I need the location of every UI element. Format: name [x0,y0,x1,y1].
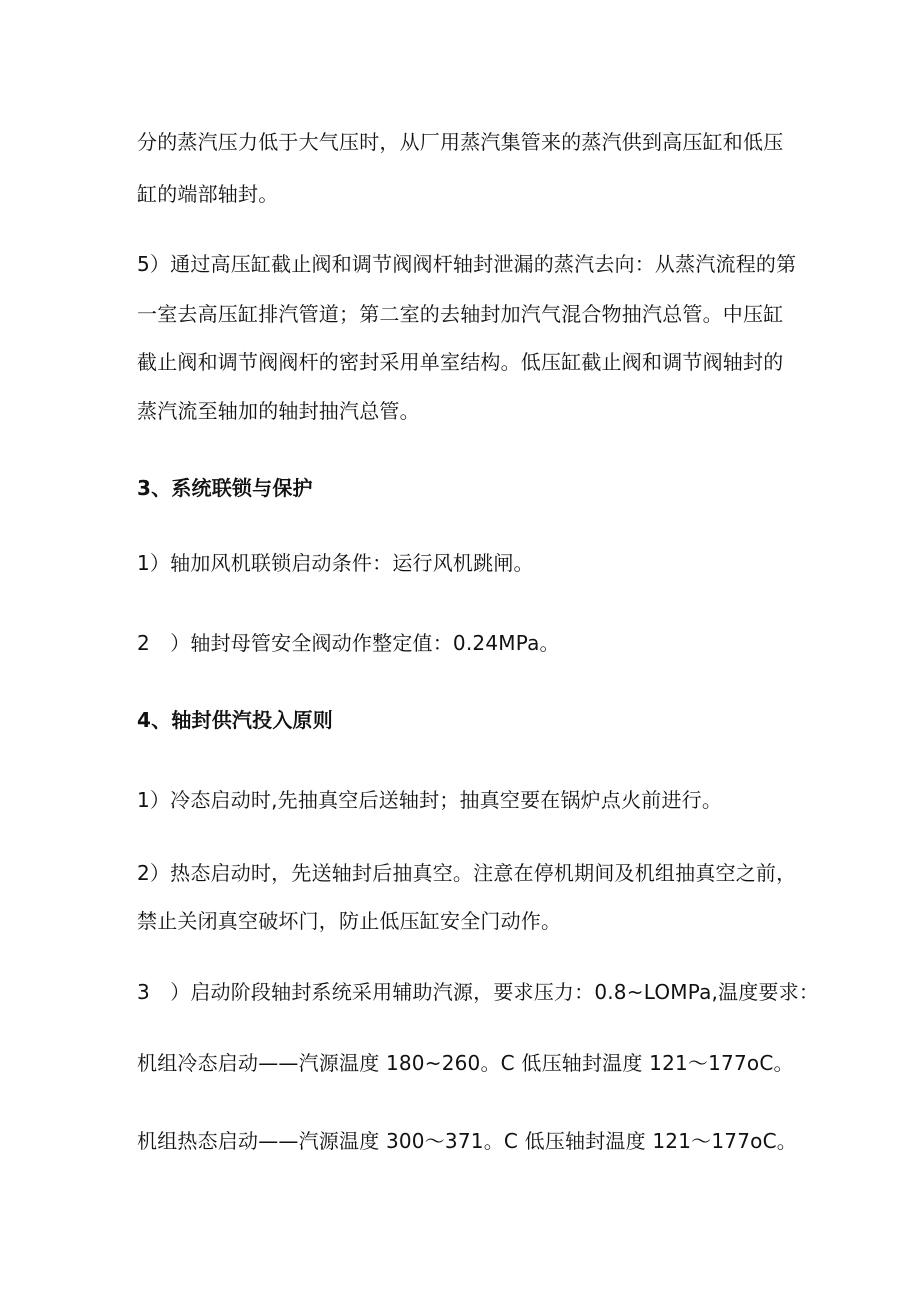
list-item: 1）轴加风机联锁启动条件：运行风机跳闸。 [137,551,534,575]
paragraph-line: 5）通过高压缸截止阀和调节阀阀杆轴封泄漏的蒸汽去向：从蒸汽流程的第 [137,252,797,276]
paragraph-line: 截止阀和调节阀阀杆的密封采用单室结构。低压缸截止阀和调节阀轴封的 [137,350,784,374]
section-heading: 3、系统联锁与保护 [137,476,313,500]
paragraph-line: 蒸汽流至轴加的轴封抽汽总管。 [137,399,420,423]
paragraph-line: 缸的端部轴封。 [137,182,279,206]
paragraph-line: 一室去高压缸排汽管道；第二室的去轴封加汽气混合物抽汽总管。中压缸 [137,302,784,326]
paragraph-line: 机组冷态启动——汽源温度 180~260。C 低压轴封温度 121～177oC。 [137,1051,794,1075]
list-item: 2）热态启动时，先送轴封后抽真空。注意在停机期间及机组抽真空之前， [137,861,797,885]
list-item: 2 ）轴封母管安全阀动作整定值：0.24MPa。 [137,631,560,655]
list-item: 3 ）启动阶段轴封系统采用辅助汽源，要求压力：0.8~LOMPa,温度要求： [137,980,820,1004]
section-heading: 4、轴封供汽投入原则 [137,708,333,732]
list-item: 禁止关闭真空破坏门，防止低压缸安全门动作。 [137,909,562,933]
list-item: 1）冷态启动时,先抽真空后送轴封；抽真空要在锅炉点火前进行。 [137,788,723,812]
paragraph-line: 分的蒸汽压力低于大气压时，从厂用蒸汽集管来的蒸汽供到高压缸和低压 [137,130,784,154]
paragraph-line: 机组热态启动——汽源温度 300～371。C 低压轴封温度 121～177oC。 [137,1129,797,1153]
